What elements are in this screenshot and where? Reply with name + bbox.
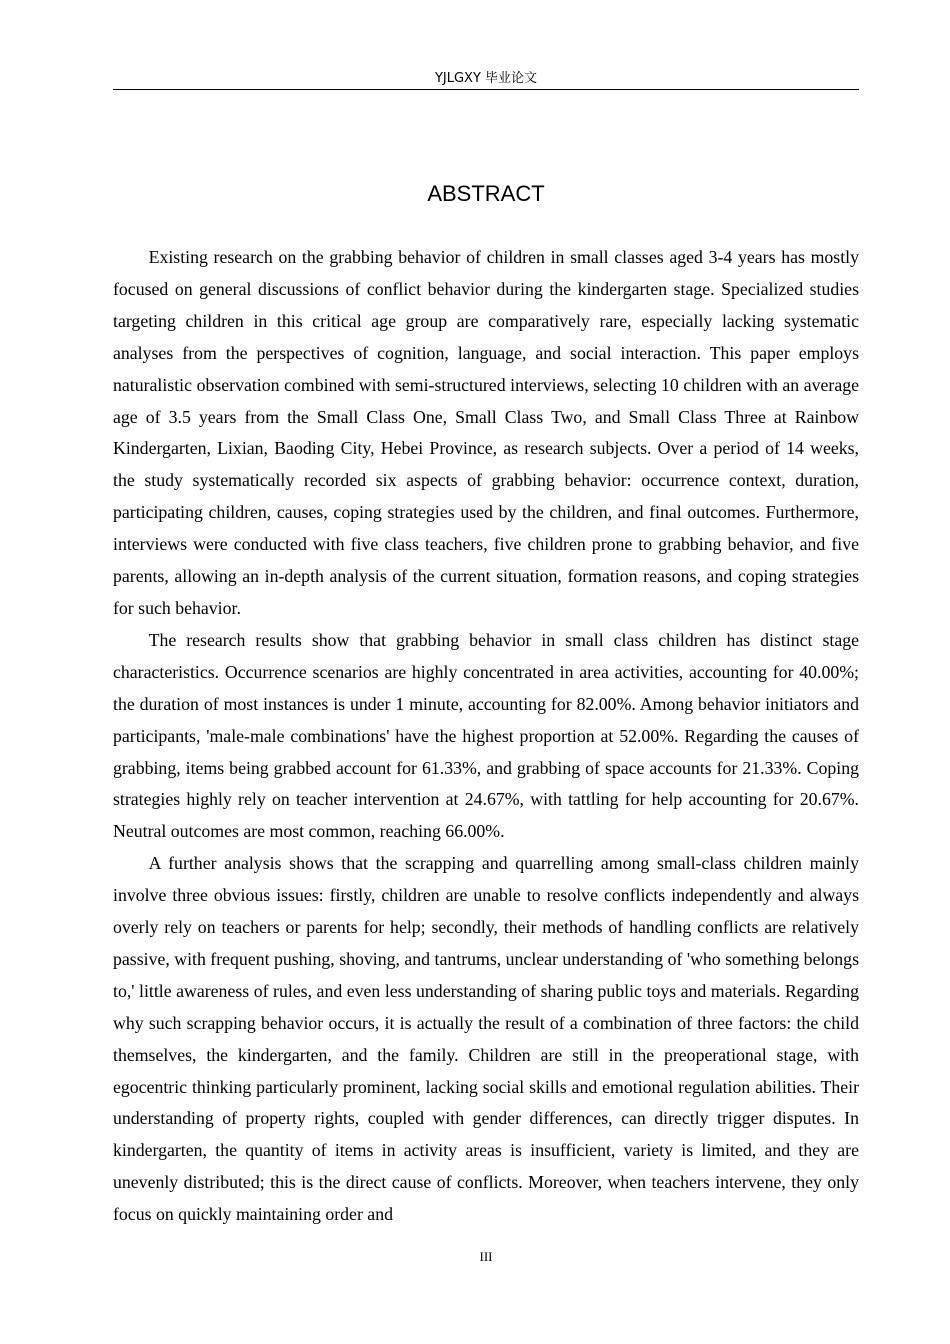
running-header: YJLGXY 毕业论文 [113,69,859,90]
abstract-paragraph-3: A further analysis shows that the scrapping and quarrelling among small-class children mainly involve three obvious issues: firstly, children are unable to resolve conflicts independently and always overly rely on teachers or parents for help; secondly, their methods of handling conflicts are relatively passive, with frequent pushing, shoving, and tantrums, unclear understanding of 'who something belongs to,' little awareness of rules, and even less understanding of sharing public toys and materials. Regarding why such scrapping behavior occurs, it is actually the result of a combination of three factors: the child themselves, the kindergarten, and the family. Children are still in the preoperational stage, with egocentric thinking particularly prominent, lacking social skills and emotional regulation abilities. Their understanding of property rights, coupled with gender differences, can directly trigger disputes. In kindergarten, the quantity of items in activity areas is insufficient, variety is limited, and they are unevenly distributed; this is the direct cause of conflicts. Moreover, when teachers intervene, they only focus on quickly maintaining order and [113,853,859,1225]
page-number: III [479,1249,493,1264]
abstract-paragraph-2: The research results show that grabbing behavior in small class children has distinct stage characteristics. Occurrence scenarios are highly concentrated in area activities, accounting for 40.00%; the duration of most instances is under 1 minute, accounting for 82.00%. Among behavior initiators and participants, 'male-male combinations' have the highest proportion at 52.00%. Regarding the causes of grabbing, items being grabbed account for 61.33%, and grabbing of space accounts for 21.33%. Coping strategies highly rely on teacher intervention at 24.67%, with tattling for help accounting for 20.67%. Neutral outcomes are most common, reaching 66.00%. [113,629,859,842]
abstract-body [113,242,859,1231]
abstract-paragraph-1: Existing research on the grabbing behavior of children in small classes aged 3-4 years has mostly focused on general discussions of conflict behavior during the kindergarten stage. Specialized studies targeting children in this critical age group are comparatively rare, especially lacking systematic analyses from the perspectives of cognition, language, and social interaction. This paper employs naturalistic observation combined with semi-structured interviews, selecting 10 children with an average age of 3.5 years from the Small Class One, Small Class Two, and Small Class Three at Rainbow Kindergarten, Lixian, Baoding City, Hebei Province, as research subjects. Over a period of 14 weeks, the study systematically recorded six aspects of grabbing behavior: occurrence context, duration, participating children, causes, coping strategies used by the children, and final outcomes. Furthermore, interviews were conducted with five class teachers, five children prone to grabbing behavior, and five parents, allowing an in-depth analysis of the current situation, formation reasons, and coping strategies for such behavior. [113,247,859,618]
abstract-title: ABSTRACT [427,181,545,206]
